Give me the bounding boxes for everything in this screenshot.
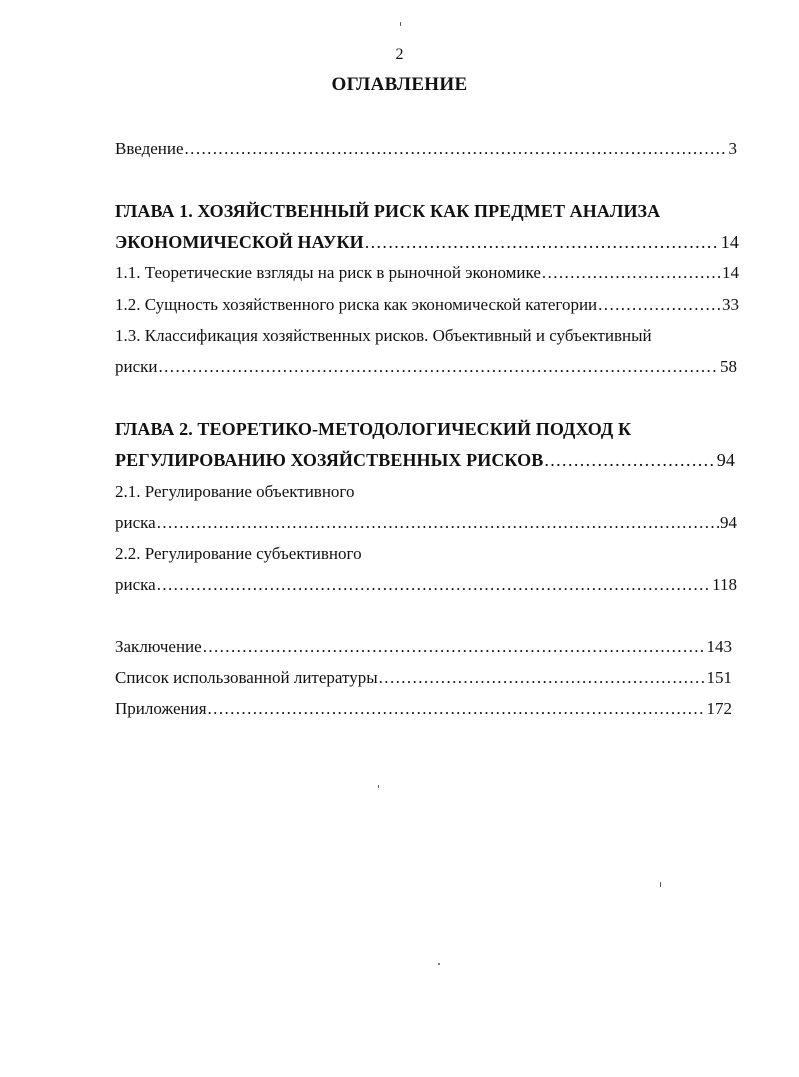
toc-entry-1-3[interactable] [115,356,737,378]
dot-leader [379,667,706,689]
dot-leader [157,512,719,534]
toc-page: 143 [706,637,732,656]
toc-page: 3 [728,139,737,158]
toc-entry-references[interactable] [115,667,732,689]
toc-label: 1.2. Сущность хозяйственного риска как экономической категории [115,295,598,314]
toc-label: риска [115,513,156,532]
toc-entry-1-3-line1[interactable]: 1.3. Классификация хозяйственных рисков. Объективный и субъективный [115,326,652,345]
toc-entry-1-2[interactable] [115,294,739,316]
scan-speck [660,882,661,887]
toc-page: 94 [716,450,735,470]
scan-speck [400,22,401,26]
toc-chapter1-line1[interactable]: ГЛАВА 1. ХОЗЯЙСТВЕННЫЙ РИСК КАК ПРЕДМЕТ АНАЛИЗА [115,201,661,221]
toc-entry-conclusion[interactable] [115,636,732,658]
toc-entry-2-2[interactable] [115,574,737,596]
toc-label: 1.1. Теоретические взгляды на риск в рыночной экономике [115,263,541,282]
toc-page: 14 [720,232,739,252]
toc-page: 58 [720,357,737,376]
toc-entry-appendix[interactable] [115,698,732,720]
toc-chapter2-line1[interactable]: ГЛАВА 2. ТЕОРЕТИКО-МЕТОДОЛОГИЧЕСКИЙ ПОДХОД К [115,419,632,439]
scan-speck [378,785,379,788]
toc-label: ЭКОНОМИЧЕСКОЙ НАУКИ [115,232,364,252]
toc-label: Заключение [115,637,202,656]
toc-label: РЕГУЛИРОВАНИЮ ХОЗЯЙСТВЕННЫХ РИСКОВ [115,450,544,470]
page-number: 2 [395,46,404,63]
toc-label: Введение [115,139,184,158]
toc-entry-2-1[interactable] [115,512,737,534]
toc-entry-chapter2[interactable] [115,449,735,471]
dot-leader [542,262,721,284]
toc-label: риски [115,357,158,376]
scan-speck [438,963,440,965]
dot-leader [544,449,715,471]
toc-page: 94 [720,513,737,532]
toc-label: Приложения [115,699,207,718]
toc-page: 172 [706,699,732,718]
toc-entry-chapter1[interactable] [115,231,739,253]
dot-leader [598,294,721,316]
dot-leader [203,636,706,658]
dot-leader [365,231,720,253]
toc-entry-2-1-line1[interactable]: 2.1. Регулирование объективного [115,482,355,501]
dot-leader [157,574,711,596]
toc-entry-2-2-line1[interactable]: 2.2. Регулирование субъективного [115,544,362,563]
toc-page: 33 [722,295,739,314]
toc-page: 118 [712,575,737,594]
dot-leader [159,356,720,378]
toc-label: Список использованной литературы [115,668,378,687]
toc-entry-1-1[interactable] [115,262,739,284]
toc-page: 14 [722,263,739,282]
dot-leader [208,698,706,720]
toc-entry-intro[interactable] [115,138,737,160]
dot-leader [185,138,728,160]
toc-label: риска [115,575,156,594]
toc-page: 151 [706,668,732,687]
page-title: ОГЛАВЛЕНИЕ [331,74,468,95]
